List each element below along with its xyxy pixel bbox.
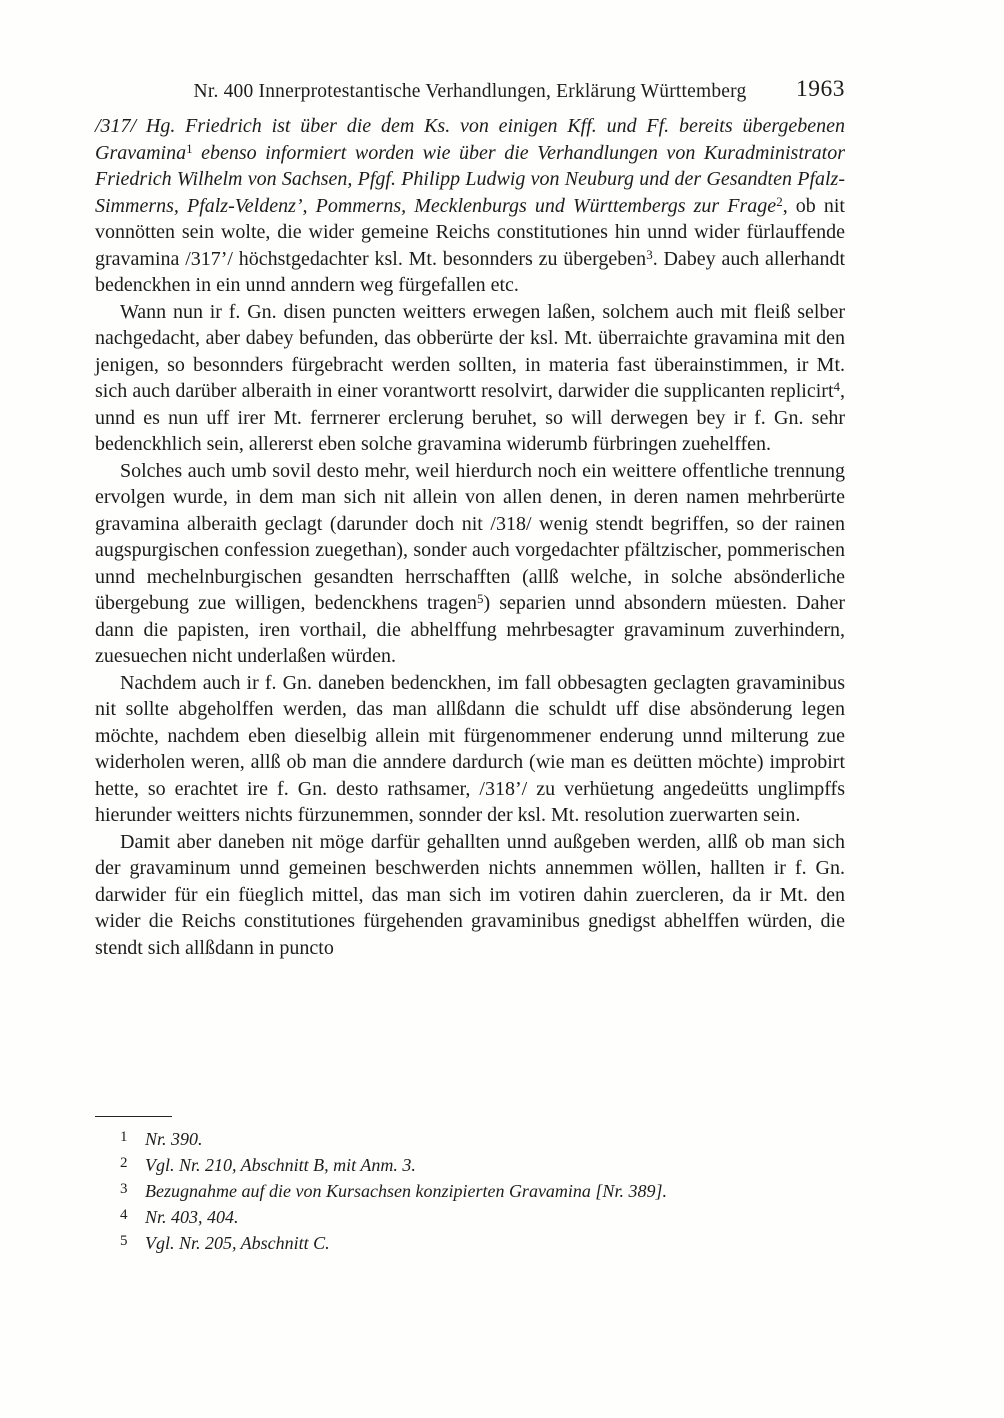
paragraph-segment: Damit aber daneben nit möge darfür gehallten unnd außgeben werden, allß ob man sich der gravaminum unnd gemeinen beschwerden nichts annemmen wöllen, hallten ir f. Gn. darwider für ein füeglich mittel, das man sich im votiren dahin zuercleren, da ir Mt. den wider die Reichs constitutiones fürgehenden gravaminibus gnedigst abhelffen würden, die stendt sich allßdann in puncto [95, 830, 845, 959]
paragraph-segment: Wann nun ir f. Gn. disen puncten weitters erwegen laßen, solchem auch mit fleiß selber nachgedacht, aber dabey befunden, das obberürte der ksl. Mt. überraichte gravamina mit den jenigen, so besonnders fürgebracht werden sollten, in materia fast überainstimmen, ir Mt. sich auch darüber alberaith in einer vorantwortt resolvirt, darwider die supplicanten replicirt [95, 300, 845, 402]
footnote-ref-2: 2 [776, 193, 783, 209]
paragraph [95, 829, 845, 962]
paragraph-segment: Nachdem auch ir f. Gn. daneben bedenckhen, im fall obbesagten geclagten gravaminibus nit sollte abgeholffen werden, das man allßdann die schuldt uff dise absönderung legen möchte, nachdem eben dieselbig allein mit fürgenommener enderung unnd milterung zue widerholen weren, allß ob man die anndere dardurch (wie man es deütten möchte) improbirt hette, so erachtet ire f. Gn. desto rathsamer, /318’/ zu verhüetung angedeütts unglimpffs hierunder weitters nichts fürzunemmen, sonnder der ksl. Mt. resolution zuerwarten sein. [95, 671, 845, 826]
footnote-ref-4: 4 [833, 379, 840, 394]
footnote-number: 1 [120, 1129, 128, 1145]
footnotes-block [95, 1116, 845, 1256]
footnote-ref-5: 5 [477, 591, 484, 606]
paragraph [95, 670, 845, 829]
paragraph-segment: ) separien unnd absondern müesten. Daher dann die papisten, iren vorthail, die abhelffung mehrbesagter gravaminum zuverhindern, zuesuechen nicht underlaßen würden. [95, 592, 845, 667]
regest-roman-segment: , ob nit vonnötten sein wolte, die wider gemeine Reichs constitutiones hin unnd wider fürlauffende gravamina /317’/ höchstgedachter ksl. Mt. besonnders zu übergeben [95, 194, 845, 270]
footnote-text: Vgl. Nr. 210, Abschnitt B, mit Anm. 3. [145, 1155, 416, 1175]
paragraph-segment: , unnd es nun uff irer Mt. ferrnerer erclerung beruhet, so will derwegen bey ir f. Gn. sehr bedenckhlich sein, allererst eben solche gravamina widerumb fürbringen zuehelffen. [95, 380, 845, 455]
paragraph-segment: Solches auch umb sovil desto mehr, weil hierdurch noch ein weittere offentliche trennung ervolgen wurde, in dem man sich nit allein von allen denen, in deren namen mehrberürte gravamina alberaith geclagt (darunder doch nit /318/ wenig stendt begriffen, so der rainen augspurgischen confession zuegethan), sonder auch vorgedachter pfältzischer, pommerischen unnd mechelnburgischen gesandten herrschafften (allß welche, in solche absönderliche übergebung zue willigen, bedenckhens tragen [95, 459, 845, 614]
footnote [120, 1126, 845, 1152]
footnote-ref-3: 3 [646, 246, 653, 262]
header-title: Nr. 400 Innerprotestantische Verhandlungen, Erklärung Württemberg [193, 81, 747, 102]
footnote-number: 3 [120, 1181, 128, 1197]
regest-segment: /317/ Hg. Friedrich ist über die dem Ks. von einigen Kff. und Ff. bereits übergebenen Gravamina [95, 115, 845, 164]
regest-roman-segment: . Dabey auch allerhandt bedenckhen in ein unnd anndern weg fürgefallen etc. [95, 247, 845, 296]
footnote-number: 5 [120, 1233, 128, 1249]
running-header [95, 76, 845, 109]
footnote [120, 1230, 845, 1256]
page-number: 1963 [796, 76, 845, 102]
footnote-number: 2 [120, 1155, 128, 1171]
body-text [95, 113, 845, 961]
footnote [120, 1178, 845, 1204]
footnote-number: 4 [120, 1207, 128, 1223]
footnote-ref-1: 1 [186, 140, 193, 156]
paragraph-regest [95, 113, 845, 299]
paragraph [95, 299, 845, 458]
regest-segment: ebenso informiert worden wie über die Verhandlungen von Kuradministrator Friedrich Wilhelm von Sachsen, Pfgf. Philipp Ludwig von Neuburg und der Gesandten Pfalz-Simmerns, Pfalz-Veldenz’, Pommerns, Mecklenburgs und Württembergs zur Frage [95, 141, 845, 217]
footnote [120, 1204, 845, 1230]
footnote-separator-rule [95, 1116, 172, 1117]
footnote-text: Nr. 403, 404. [145, 1207, 239, 1227]
footnote-text: Vgl. Nr. 205, Abschnitt C. [145, 1233, 330, 1253]
footnote-text: Bezugnahme auf die von Kursachsen konzipierten Gravamina [Nr. 389]. [145, 1181, 667, 1201]
footnote [120, 1152, 845, 1178]
footnote-text: Nr. 390. [145, 1129, 203, 1149]
paragraph [95, 458, 845, 670]
